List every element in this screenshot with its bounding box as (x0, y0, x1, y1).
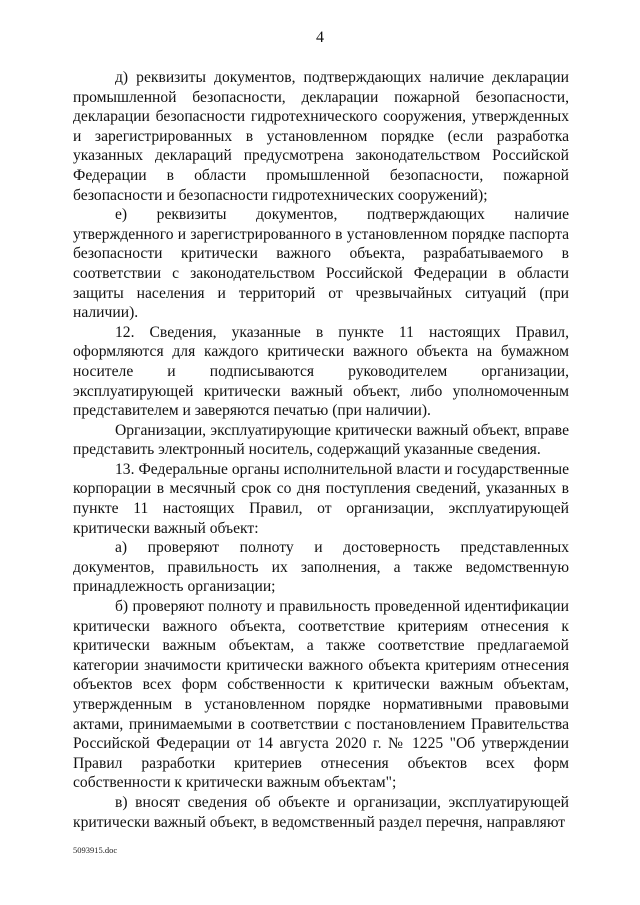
document-body (73, 68, 569, 832)
paragraph-v-enter-information: в) вносят сведения об объекте и организации, эксплуатирующей критически важный объект, в ведомственный раздел перечня, направляют (73, 793, 569, 831)
paragraph-d-declarations: д) реквизиты документов, подтверждающих наличие декларации промышленной безопасности, декларации пожарной безопасности, декларации безопасности гидротехнического сооружения, утвержденных и зарегистрированных в установленном порядке (если разработка указанных деклараций предусмотрена законодательством Российской Федерации в области промышленной безопасности, пожарной безопасности и безопасности гидротехнических сооружений); (73, 69, 569, 204)
paragraph-electronic-carrier: Организации, эксплуатирующие критически важный объект, вправе представить электронный носитель, содержащий указанные сведения. (73, 421, 569, 459)
paragraph-12-information-formatting: 12. Сведения, указанные в пункте 11 настоящих Правил, оформляются для каждого критически важного объекта на бумажном носителе и подписываются руководителем организации, эксплуатирующей критически важный объект, либо уполномоченным представителем и заверяются печатью (при наличии). (73, 323, 569, 420)
paragraph-b-check-identification: б) проверяют полноту и правильность проведенной идентификации критически важного объекта, соответствие критериям отнесения к критически важным объектам, а также соответствие предлагаемой категории значимости критически важного объекта критериям отнесения объектов всех форм собственности к критически важным объектам, утвержденным в установленном порядке нормативными правовыми актами, принимаемыми в соответствии с постановлением Правительства Российской Федерации от 14 августа 2020 г. № 1225 "Об утверждении Правил разработки критериев отнесения объектов всех форм собственности к критически важным объектам"; (73, 598, 569, 792)
paragraph-13-federal-bodies: 13. Федеральные органы исполнительной власти и государственные корпорации в месячный срок со дня поступления сведений, указанных в пункте 11 настоящих Правил, от организации, эксплуатирующей критически важный объект: (73, 460, 569, 537)
paragraph-a-check-completeness: а) проверяют полноту и достоверность представленных документов, правильность их заполнения, а также ведомственную принадлежность организации; (73, 539, 569, 596)
document-file-code: 5093915.doc (73, 845, 118, 855)
page-number: 4 (316, 29, 324, 46)
paragraph-e-safety-passport: е) реквизиты документов, подтверждающих наличие утвержденного и зарегистрированного в установленном порядке паспорта безопасности критически важного объекта, разрабатываемого в соответствии с законодательством Российской Федерации в области защиты населения и территорий от чрезвычайных ситуаций (при наличии). (73, 206, 569, 322)
